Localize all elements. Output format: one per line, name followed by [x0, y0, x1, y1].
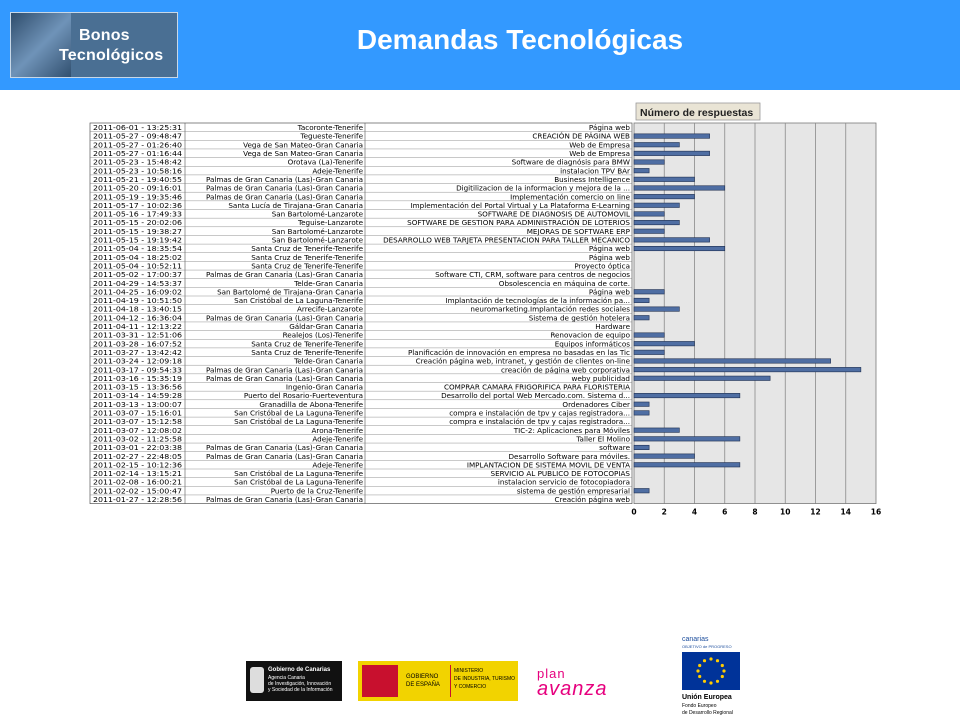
row-place: Santa Cruz de Tenerife-Tenerife — [251, 244, 363, 254]
ministerio-line-3: Y COMERCIO — [454, 684, 487, 690]
eu-line-2: Fondo Europeo — [682, 703, 717, 709]
row-place: Palmas de Gran Canaria (Las)-Gran Canaria — [205, 192, 363, 202]
row-demand: TIC-2: Aplicaciones para Móviles — [513, 425, 630, 435]
canarias-word: canarias — [682, 636, 709, 643]
row-place: Puerto de la Cruz-Tenerife — [270, 486, 363, 496]
row-place: Palmas de Gran Canaria (Las)-Gran Canaria — [205, 313, 363, 323]
bar — [634, 168, 649, 172]
row-date: 2011-04-18 - 13:40:15 — [93, 304, 182, 314]
row-demand: Implantación de tecnologías de la información pa... — [445, 296, 630, 306]
plan-avanza-logo — [535, 666, 665, 702]
x-tick-label: 4 — [691, 507, 698, 517]
eu-line-3: de Desarrollo Regional — [682, 710, 733, 716]
x-tick-label: 8 — [752, 507, 758, 517]
row-date: 2011-05-27 - 01:26:40 — [93, 140, 183, 150]
bar — [634, 437, 740, 441]
row-demand: Sistema de gestión hotelera — [528, 313, 630, 323]
row-demand: Implementación del Portal Virtual y La Plataforma E-Learning — [410, 200, 630, 210]
bar — [634, 238, 710, 242]
row-demand: compra e instalación de tpv y cajas registradora... — [449, 408, 630, 418]
row-place: Puerto del Rosario-Fuerteventura — [243, 391, 363, 401]
bar — [634, 402, 649, 406]
row-date: 2011-04-29 - 14:53:37 — [93, 278, 182, 288]
row-demand: Creación página web, intranet, y gestión de clientes on-line — [415, 356, 630, 366]
row-date: 2011-04-12 - 16:36:04 — [93, 313, 183, 323]
row-demand: Digitilizacion de la informacion y mejora de la ... — [456, 183, 630, 193]
row-place: Vega de San Mateo-Gran Canaria — [243, 140, 363, 150]
page-title: Demandas Tecnológicas — [356, 24, 684, 55]
bar — [634, 203, 679, 207]
bar — [634, 212, 664, 216]
row-place: Granadilla de Abona-Tenerife — [259, 399, 363, 409]
row-date: 2011-02-15 - 10:12:36 — [93, 460, 183, 470]
row-demand: SOFTWARE DE DIAGNOSIS DE AUTOMOVIL — [477, 209, 630, 219]
bar — [634, 454, 695, 458]
bar — [634, 367, 861, 371]
row-date: 2011-02-02 - 15:00:47 — [93, 486, 182, 496]
espana-gov-1: GOBIERNO — [406, 674, 439, 680]
row-demand: Ordenadores Ciber — [562, 399, 630, 409]
row-date: 2011-05-21 - 19:40:55 — [93, 174, 182, 184]
row-date: 2011-03-16 - 15:35:19 — [93, 373, 183, 383]
row-place: Adeje-Tenerife — [312, 166, 363, 176]
bar — [634, 316, 649, 320]
row-demand: COMPRAR CAMARA FRIGORIFICA PARA FLORISTERIA — [443, 382, 630, 392]
row-place: Palmas de Gran Canaria (Las)-Gran Canaria — [205, 183, 363, 193]
logo-line-2: Tecnológicos — [59, 47, 164, 64]
row-demand: Business Intelligence — [554, 174, 630, 184]
x-tick-label: 2 — [661, 507, 667, 517]
row-date: 2011-05-02 - 17:00:37 — [93, 270, 182, 280]
row-date: 2011-05-23 - 10:58:16 — [93, 166, 183, 176]
row-place: Santa Lucía de Tirajana-Gran Canaria — [228, 200, 363, 210]
bar — [634, 298, 649, 302]
row-demand: Desarrollo Software para móviles. — [508, 451, 630, 461]
row-date: 2011-03-28 - 16:07:52 — [93, 339, 182, 349]
row-date: 2011-05-04 - 18:25:02 — [93, 252, 182, 262]
row-date: 2011-02-27 - 22:48:05 — [93, 451, 182, 461]
row-place: Palmas de Gran Canaria (Las)-Gran Canaria — [205, 451, 363, 461]
bar — [634, 350, 664, 354]
gobierno-line-2: Agencia Canaria — [268, 675, 305, 681]
row-place: San Cristóbal de La Laguna-Tenerife — [234, 417, 363, 427]
row-demand: Taller El Molino — [576, 434, 630, 444]
bar — [634, 428, 679, 432]
row-demand: Proyecto óptica — [574, 261, 630, 271]
row-date: 2011-06-01 - 13:25:31 — [93, 123, 182, 133]
gobierno-line-1: Gobierno de Canarias — [268, 667, 331, 673]
row-date: 2011-05-04 - 10:52:11 — [93, 261, 182, 271]
row-place: Palmas de Gran Canaria (Las)-Gran Canaria — [205, 443, 363, 453]
row-date: 2011-05-23 - 15:48:42 — [93, 157, 182, 167]
row-place: Santa Cruz de Tenerife-Tenerife — [251, 252, 363, 262]
row-demand: instalacion TPV BAr — [560, 166, 630, 176]
row-demand: Página web — [588, 123, 630, 133]
bar — [634, 194, 695, 198]
x-tick-label: 14 — [840, 507, 851, 517]
row-demand: Web de Empresa — [569, 140, 630, 150]
spain-coat-icon — [362, 665, 398, 697]
row-place: Santa Cruz de Tenerife-Tenerife — [251, 347, 363, 357]
row-date: 2011-03-07 - 12:08:02 — [93, 425, 182, 435]
gobierno-canarias-logo — [246, 661, 342, 701]
bar — [634, 333, 664, 337]
canarias-motto: OBJETIVO de PROGRESO — [682, 644, 732, 649]
footer-logos — [0, 630, 960, 720]
row-place: Telde-Gran Canaria — [294, 278, 363, 288]
row-demand: Renovacion de equipo — [550, 330, 630, 340]
row-date: 2011-05-15 - 19:38:27 — [93, 226, 182, 236]
bar — [634, 393, 740, 397]
eu-line-1: Unión Europea — [682, 694, 732, 701]
row-demand: Software CTI, CRM, software para centros de negocios — [435, 270, 630, 280]
row-demand: Planificación de innovación en empresa no basadas en las Tic — [407, 347, 630, 357]
row-demand: instalacion servicio de fotocopiadora — [497, 477, 630, 487]
row-demand: compra e instalación de tpv y cajas registradora... — [449, 417, 630, 427]
row-date: 2011-03-27 - 13:42:42 — [93, 347, 182, 357]
row-place: Orotava (La)-Tenerife — [287, 157, 363, 167]
bar — [634, 229, 664, 233]
row-date: 2011-03-02 - 11:25:58 — [93, 434, 183, 444]
bar — [634, 160, 664, 164]
row-date: 2011-03-14 - 14:59:28 — [93, 391, 183, 401]
row-date: 2011-05-19 - 19:35:46 — [93, 192, 183, 202]
row-demand: SOFTWARE DE GESTION PARA ADMINISTRACIÓN DE LOTERIOS — [407, 218, 630, 228]
row-demand: Implementación comercio on line — [510, 192, 630, 202]
coat-of-arms-icon — [250, 667, 264, 693]
row-demand: Software de diagnósis para BMW — [511, 157, 630, 167]
row-demand: Página web — [588, 287, 630, 297]
row-demand: MEJORAS DE SOFTWARE ERP — [526, 226, 630, 236]
row-date: 2011-01-27 - 12:28:56 — [93, 495, 183, 504]
row-demand: neuromarketing.Implantación redes sociales — [470, 304, 630, 314]
row-place: Arrecife-Lanzarote — [296, 304, 363, 314]
row-place: Palmas de Gran Canaria (Las)-Gran Canaria — [205, 270, 363, 280]
gobierno-line-3: de Investigación, Innovación — [268, 681, 332, 687]
row-date: 2011-05-27 - 01:16:44 — [93, 149, 183, 158]
row-date: 2011-05-15 - 20:02:06 — [93, 218, 183, 228]
row-place: Tacoronte-Tenerife — [297, 123, 363, 133]
union-europea-logo — [680, 636, 760, 720]
row-date: 2011-05-27 - 09:48:47 — [93, 131, 182, 141]
row-demand: software — [599, 443, 630, 453]
ministerio-line-2: DE INDUSTRIA, TURISMO — [454, 676, 516, 682]
bar — [634, 220, 679, 224]
row-demand: Desarrollo del portal Web Mercado.com. Sistema d... — [441, 391, 630, 401]
bar — [634, 359, 831, 363]
row-place: San Cristóbal de La Laguna-Tenerife — [234, 469, 363, 479]
bar — [634, 376, 770, 380]
gobierno-espana-logo — [358, 661, 518, 701]
bar — [634, 489, 649, 493]
row-demand: Obsolescencia en máquina de corte. — [498, 278, 630, 288]
bar — [634, 177, 695, 181]
row-place: Arona-Tenerife — [311, 425, 363, 435]
logo-line-1: Bonos — [79, 27, 130, 44]
row-demand: DESARROLLO WEB TARJETA PRESENTACION PARA TALLER MECANICO — [383, 235, 630, 245]
row-date: 2011-05-04 - 18:35:54 — [93, 244, 183, 254]
row-date: 2011-03-17 - 09:54:33 — [93, 365, 182, 375]
gobierno-line-4: y Sociedad de la Información — [268, 687, 333, 693]
bar — [634, 186, 725, 190]
avanza-word: avanza — [537, 678, 608, 700]
x-tick-label: 16 — [870, 507, 882, 517]
bar — [634, 290, 664, 294]
row-demand: Web de Empresa — [569, 149, 630, 158]
bar — [634, 445, 649, 449]
row-place: San Cristóbal de La Laguna-Tenerife — [234, 408, 363, 418]
row-place: Telde-Gran Canaria — [294, 356, 363, 366]
row-date: 2011-02-08 - 16:00:21 — [93, 477, 182, 487]
row-demand: SERVICIO AL PUBLICO DE FOTOCOPIAS — [490, 469, 630, 479]
row-place: Realejos (Los)-Tenerife — [282, 330, 363, 340]
row-place: San Cristóbal de La Laguna-Tenerife — [234, 296, 363, 306]
row-demand: Página web — [588, 252, 630, 262]
chart-title: Número de respuestas — [640, 107, 754, 119]
row-place: San Cristóbal de La Laguna-Tenerife — [234, 477, 363, 487]
row-demand: CREACIÓN DE PÁGINA WEB — [532, 131, 630, 141]
row-date: 2011-03-24 - 12:09:18 — [93, 356, 183, 366]
row-date: 2011-03-07 - 15:16:01 — [93, 408, 182, 418]
espana-gov-2: DE ESPAÑA — [406, 682, 440, 688]
row-date: 2011-03-31 - 12:51:06 — [93, 330, 183, 340]
row-place: Palmas de Gran Canaria (Las)-Gran Canaria — [205, 373, 363, 383]
ministerio-line-1: MINISTERIO — [454, 668, 484, 674]
row-place: Ingenio-Gran Canaria — [285, 382, 363, 392]
row-place: San Bartolomé de Tirajana-Gran Canaria — [217, 287, 363, 297]
row-demand: IMPLANTACION DE SISTEMA MOVIL DE VENTA — [466, 460, 630, 470]
plan-word: plan — [537, 666, 566, 681]
row-demand: Hardware — [595, 322, 630, 331]
bar — [634, 463, 740, 467]
row-date: 2011-02-14 - 13:15:21 — [93, 469, 182, 479]
row-place: Teguise-Lanzarote — [297, 218, 363, 228]
row-demand: Creación página web — [554, 495, 630, 504]
bar — [634, 143, 679, 147]
row-place: Tegueste-Tenerife — [300, 131, 363, 141]
x-tick-label: 0 — [631, 507, 637, 517]
bar — [634, 411, 649, 415]
row-date: 2011-05-20 - 09:16:01 — [93, 183, 182, 193]
row-demand: Página web — [588, 244, 630, 254]
row-date: 2011-05-15 - 19:19:42 — [93, 235, 182, 245]
row-place: San Bartolomé-Lanzarote — [271, 235, 363, 245]
bar — [634, 307, 679, 311]
row-place: Santa Cruz de Tenerife-Tenerife — [251, 339, 363, 349]
row-date: 2011-03-01 - 22:03:38 — [93, 443, 183, 453]
row-place: Vega de San Mateo-Gran Canaria — [243, 149, 363, 158]
row-place: Adeje-Tenerife — [312, 460, 363, 470]
row-place: Gáldar-Gran Canaria — [289, 322, 363, 331]
x-tick-label: 6 — [722, 507, 728, 517]
bar — [634, 341, 695, 345]
row-date: 2011-04-25 - 16:09:02 — [93, 287, 182, 297]
bar — [634, 246, 725, 250]
bar — [634, 151, 710, 155]
row-demand: creación de página web corporativa — [500, 365, 630, 375]
eu-flag-icon — [682, 652, 740, 690]
row-place: Santa Cruz de Tenerife-Tenerife — [251, 261, 363, 271]
row-demand: sistema de gestión empresarial — [516, 486, 630, 496]
row-date: 2011-04-19 - 10:51:50 — [93, 296, 183, 306]
row-place: San Bartolomé-Lanzarote — [271, 209, 363, 219]
x-tick-label: 10 — [780, 507, 791, 517]
row-date: 2011-03-07 - 15:12:58 — [93, 417, 183, 427]
row-place: Palmas de Gran Canaria (Las)-Gran Canaria — [205, 174, 363, 184]
x-tick-label: 12 — [810, 507, 821, 517]
bar — [634, 134, 710, 138]
row-place: Palmas de Gran Canaria (Las)-Gran Canaria — [205, 495, 363, 504]
row-date: 2011-03-15 - 13:36:56 — [93, 382, 183, 392]
row-date: 2011-04-11 - 12:13:22 — [93, 322, 182, 331]
row-place: Palmas de Gran Canaria (Las)-Gran Canaria — [205, 365, 363, 375]
row-place: Adeje-Tenerife — [312, 434, 363, 444]
row-date: 2011-03-13 - 13:00:07 — [93, 399, 182, 409]
row-place: San Bartolomé-Lanzarote — [271, 226, 363, 236]
row-demand: Equipos informáticos — [554, 339, 630, 349]
row-date: 2011-05-16 - 17:49:33 — [93, 209, 182, 219]
row-date: 2011-05-17 - 10:02:36 — [93, 200, 183, 210]
row-demand: weby publicidad — [571, 373, 630, 383]
